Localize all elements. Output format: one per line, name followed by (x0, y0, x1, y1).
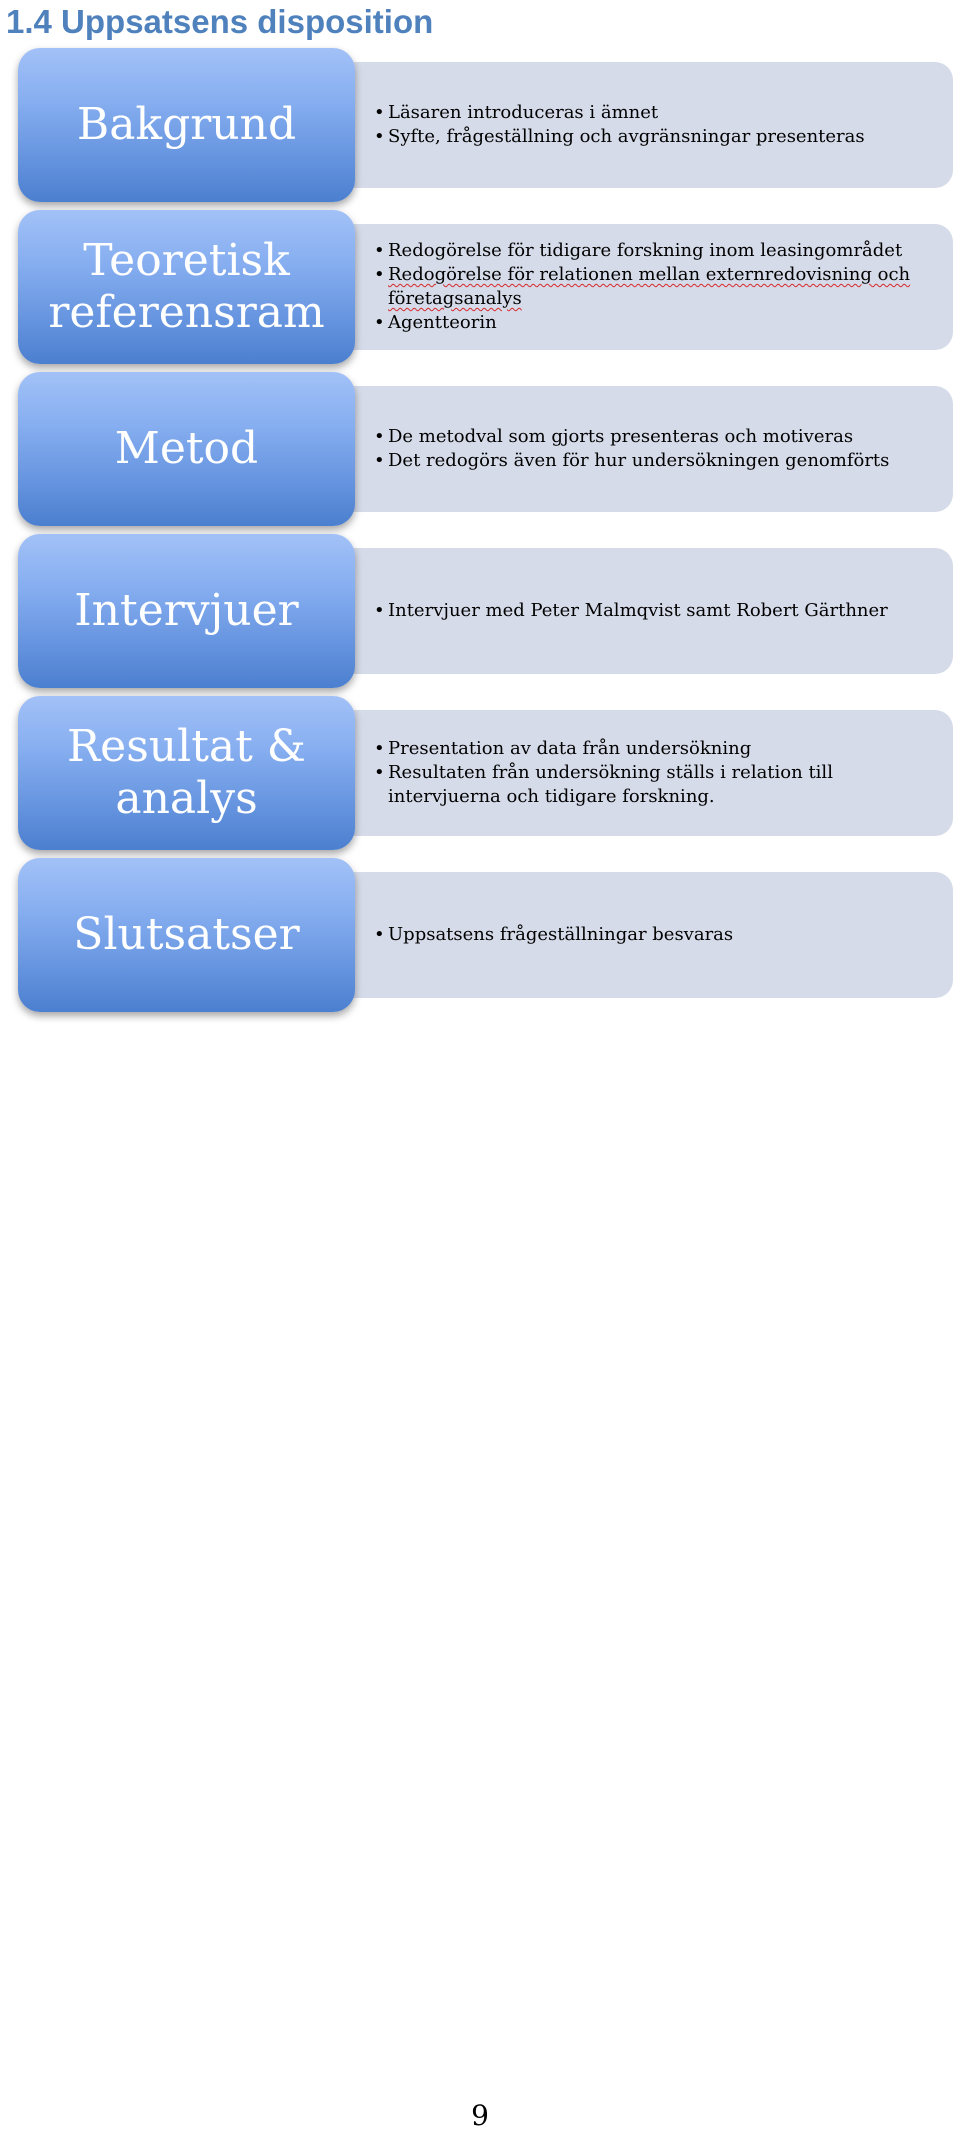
bullet-item (374, 239, 923, 263)
bullet-text: Agentteorin (388, 312, 497, 333)
bullet-icon: • (374, 762, 385, 783)
page-number: 9 (471, 2099, 489, 2132)
bullet-text: Syfte, frågeställning och avgränsningar presenteras (388, 126, 865, 147)
section-resultat-analys (0, 696, 960, 854)
bullet-item (374, 599, 888, 623)
section-label-box (18, 210, 355, 364)
disposition-diagram (0, 0, 960, 1020)
section-label: Resultat & analys (67, 721, 306, 824)
bullet-text: Uppsatsens frågeställningar besvaras (388, 924, 734, 945)
section-label: Metod (114, 423, 259, 474)
bullet-text: Resultaten från undersökning ställs i relation till intervjuerna och tidigare forskning. (388, 762, 833, 807)
bullet-text: Läsaren introduceras i ämnet (388, 102, 659, 123)
bullet-icon: • (374, 126, 385, 147)
section-description (330, 710, 953, 836)
bullet-item (374, 263, 923, 311)
bullet-list (330, 737, 953, 809)
section-label-box (18, 534, 355, 688)
bullet-item (374, 737, 923, 761)
bullet-text: Redogörelse för relationen mellan externredovisning och företagsanalys (388, 264, 911, 309)
bullet-item (374, 125, 865, 149)
section-description (330, 548, 953, 674)
bullet-text: De metodval som gjorts presenteras och motiveras (388, 426, 854, 447)
bullet-text: Det redogörs även för hur undersökningen genomförts (388, 450, 890, 471)
section-label-box (18, 858, 355, 1012)
bullet-list (330, 239, 953, 335)
section-label-box (18, 48, 355, 202)
bullet-item (374, 923, 733, 947)
section-metod (0, 372, 960, 530)
bullet-list (330, 425, 919, 473)
section-teoretisk-referensram (0, 210, 960, 368)
bullet-list (330, 923, 763, 947)
bullet-text: Intervjuer med Peter Malmqvist samt Robert Gärthner (388, 600, 888, 621)
section-description (330, 872, 953, 998)
section-bakgrund (0, 48, 960, 206)
section-slutsatser (0, 858, 960, 1016)
bullet-icon: • (374, 738, 385, 759)
bullet-icon: • (374, 924, 385, 945)
bullet-list (330, 101, 895, 149)
section-heading: 1.4 Uppsatsens disposition (6, 3, 434, 40)
bullet-item (374, 425, 889, 449)
bullet-icon: • (374, 426, 385, 447)
section-label: Teoretisk referensram (48, 235, 325, 338)
section-label-box (18, 372, 355, 526)
bullet-text: Redogörelse för tidigare forskning inom leasingområdet (388, 240, 903, 261)
section-label: Slutsatser (73, 909, 300, 960)
bullet-icon: • (374, 600, 385, 621)
section-label-box (18, 696, 355, 850)
bullet-icon: • (374, 450, 385, 471)
bullet-item (374, 449, 889, 473)
bullet-icon: • (374, 312, 385, 333)
section-label: Intervjuer (74, 585, 299, 636)
bullet-item (374, 311, 923, 335)
bullet-icon: • (374, 264, 385, 285)
section-label: Bakgrund (76, 99, 297, 150)
bullet-icon: • (374, 240, 385, 261)
section-description (330, 62, 953, 188)
bullet-item (374, 761, 923, 809)
bullet-list (330, 599, 918, 623)
bullet-text: Presentation av data från undersökning (388, 738, 752, 759)
section-description (330, 224, 953, 350)
bullet-icon: • (374, 102, 385, 123)
bullet-item (374, 101, 865, 125)
section-intervjuer (0, 534, 960, 692)
section-description (330, 386, 953, 512)
